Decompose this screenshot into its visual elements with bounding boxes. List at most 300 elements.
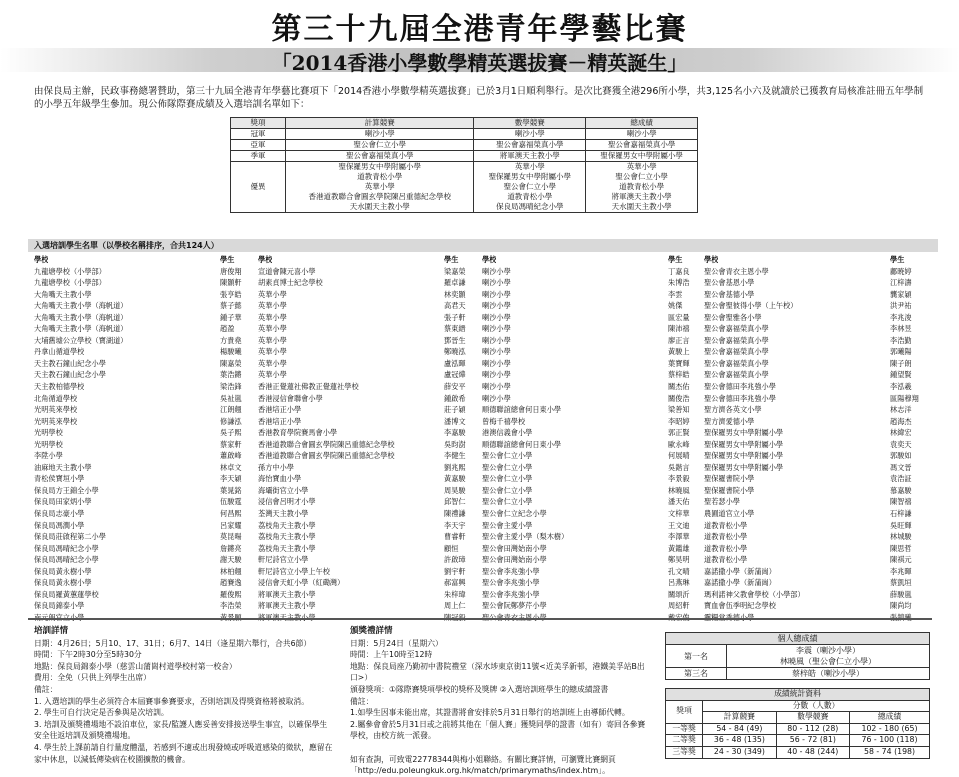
student-row [34,277,256,289]
student-row [482,566,704,578]
individual-name: 林曉風（聖公會仁立小學） [780,657,877,666]
student-name: 林城駿 [890,532,912,542]
student-school: 聖公會田灣始南小學 [482,555,547,565]
awards-header-calc: 計算競賽 [286,118,474,129]
student-column [704,254,926,624]
student-school: 海壩街官立小學 [258,485,309,495]
training-lines [34,638,334,766]
student-school: 光明英來學校 [34,405,78,415]
student-school: 保良局黃永樹小學 [34,578,92,588]
student-name: 李天穎 [220,474,242,484]
award-total-cell [586,151,698,162]
student-row [34,496,256,508]
individual-names [727,645,930,668]
student-row [258,531,480,543]
training-line: 3. 培訓及頒獎禮場地不設泊車位，家長/監護人應妥善安排接送學生事宜，以確保學生安全往返培訓及頒獎禮場地。 [34,719,328,741]
student-name: 李林昱 [890,324,912,334]
award-school: 天水圍天主教小學 [349,202,410,211]
award-math-cell [474,162,586,213]
student-row [34,427,256,439]
individual-name: 蔡梓皓（喇沙小學） [792,669,865,678]
award-school: 聖保羅男女中學附屬小學 [338,162,421,171]
student-name: 薛安平 [444,382,466,392]
student-name: 鍾子華 [220,312,242,322]
student-row [34,300,256,312]
award-total-cell [586,129,698,140]
award-name-cell: 冠軍 [231,129,286,140]
student-school: 喇沙小學 [482,358,511,368]
student-row [704,369,926,381]
stats-header-award: 獎項 [666,700,703,723]
student-row [704,496,926,508]
student-name: 慕嘉駿 [890,485,912,495]
student-name: 李健生 [444,451,466,461]
student-name: 葉晁銘 [220,485,242,495]
individual-rank: 第三名 [666,668,727,680]
student-row [258,473,480,485]
student-row [34,439,256,451]
award-school: 聖公會仁立小學 [503,182,557,191]
student-name: 曹睿軒 [444,532,466,542]
student-school: 喇沙小學 [482,278,511,288]
student-school: 保良局方王錦全小學 [34,485,99,495]
student-row [704,404,926,416]
student-col-label: 學生 [668,255,683,264]
student-row [34,335,256,347]
student-school: 聖公會李兆強小學 [482,589,540,599]
student-name: 陳子朗 [890,358,912,368]
award-school: 聖公會嘉福榮真小學 [496,140,564,149]
student-row [482,439,704,451]
student-school: 李陞小學 [34,451,63,461]
award-school: 將軍澳天主教小學 [611,192,672,201]
student-row [258,346,480,358]
student-row [34,462,256,474]
student-name: 蔡凱垣 [890,578,912,588]
student-name: 黃嘉駿 [444,474,466,484]
student-name: 朱梓瑋 [444,589,466,599]
student-school: 嘉諾撒小學（新蒲崗） [704,578,776,588]
student-row [704,416,926,428]
student-name: 莊子穎 [444,405,466,415]
student-name: 黃鑑雄 [668,543,690,553]
student-name: 何昌熙 [220,509,242,519]
stats-cell: 102 - 180 (65) [850,723,930,735]
student-row [258,508,480,520]
student-row [482,600,704,612]
student-name: 薛駿嵐 [890,589,912,599]
student-school: 聖保羅男女中學附屬小學 [704,428,784,438]
student-name: 朱博浩 [668,278,690,288]
student-name: 張子軒 [444,312,466,322]
student-row [482,358,704,370]
stats-subhead: 分數（人數） [703,700,930,712]
student-school: 聖公會基恩小學 [704,278,755,288]
student-name: 鍾啟希 [444,393,466,403]
award-calc-cell [286,129,474,140]
student-school: 香港教育學院賽馬會小學 [258,428,338,438]
student-school: 道教青松小學 [704,532,748,542]
ceremony-line: 頒發獎項：①隊際賽獎項學校的獎杯及獎牌 ②入選培訓班學生的總成績證書 [350,684,609,694]
award-total-cell [586,162,698,213]
student-row [704,531,926,543]
student-row [482,335,704,347]
student-school: 聖公會聖彼得小學（上午校） [704,301,798,311]
student-name: 羅俊熙 [220,589,242,599]
student-school: 青松侯寶垣小學 [34,474,85,484]
student-school: 光明學校 [34,428,63,438]
student-row [34,323,256,335]
awards-row [231,151,698,162]
award-school: 英華小學 [514,162,545,171]
student-row [258,300,480,312]
stats-cell: 36 - 48 (135) [703,735,776,747]
student-school: 喇沙小學 [482,266,511,276]
ceremony-line: 備註： [350,696,374,706]
training-details [34,626,334,765]
student-school: 保良局田家炳小學 [34,497,92,507]
student-name: 周上仁 [444,601,466,611]
student-row [704,600,926,612]
student-school: 聖公會嘉福榮真小學 [704,347,769,357]
student-name: 何展晴 [668,451,690,461]
student-name: 馮文晉 [890,462,912,472]
individual-row [666,645,930,668]
student-row [34,600,256,612]
student-name: 劉宇軒 [444,566,466,576]
student-school: 喇沙小學 [482,347,511,357]
student-row [34,346,256,358]
student-school: 荔枝角天主教小學 [258,543,316,553]
award-school: 喇沙小學 [364,129,395,138]
student-name: 李昭婷 [668,416,690,426]
student-name: 歐永峰 [668,439,690,449]
student-row [704,289,926,301]
student-name: 陳尚均 [890,601,912,611]
student-row [704,566,926,578]
student-row [258,543,480,555]
award-school: 聖公會仁立小學 [353,140,406,149]
student-school: 九龍塘學校（小學部） [34,278,106,288]
student-row [258,266,480,278]
student-name: 林卓文 [220,462,242,472]
student-school: 浸信會呂明才小學 [258,497,316,507]
student-row [258,404,480,416]
student-school: 香港培正小學 [258,416,302,426]
student-name: 李景毅 [668,474,690,484]
award-math-cell [474,151,586,162]
student-name: 姚傑 [668,301,683,311]
training-line: 1. 入選培訓的學生必須符合本屆賽事參賽要求，否則培訓及得獎資格將被取消。 [34,696,310,706]
student-name: 洪尹祐 [890,301,912,311]
student-school: 浸信會天虹小學（紅磡灣） [258,578,345,588]
student-row [704,427,926,439]
student-row [482,554,704,566]
student-name: 丁嘉良 [668,266,690,276]
student-school: 寶血會伍季明紀念學校 [704,601,776,611]
student-row [482,462,704,474]
student-school: 大角嘴天主教小學 [34,289,92,299]
student-name: 唐俊翔 [220,266,242,276]
student-school: 天主教石鐘山紀念小學 [34,370,106,380]
student-name: 李浩榮 [220,601,242,611]
student-name: 郝富興 [444,578,466,588]
training-title: 培訓詳情 [34,626,69,636]
award-school: 道教青松小學 [507,192,553,201]
training-list-header: 入選培訓學生名單（以學校名稱排序，合共124人） [28,239,938,252]
student-name: 李泓羲 [890,382,912,392]
student-school: 保良局錦泰小學 [34,601,85,611]
student-name: 李嘉駿 [444,428,466,438]
student-school: 聖若瑟小學 [704,497,740,507]
student-school: 聖公會嘉福榮真小學 [704,358,769,368]
student-school: 聖方濟愛德小學 [704,416,755,426]
ceremony-lines [350,638,650,777]
student-school: 軒尼詩官立小學上午校 [258,566,330,576]
ceremony-line: 「http://edu.poleungkuk.org.hk/match/primarymaths/index.htm」。 [350,766,610,776]
student-school: 道教青松小學 [704,543,748,553]
student-school: 光明英來學校 [34,416,78,426]
student-school: 宣道會陳元喜小學 [258,266,316,276]
student-name: 李雲 [668,289,683,299]
student-row [482,531,704,543]
student-name: 江梓濤 [890,278,912,288]
student-school: 大埔舊墟公立學校（寶湖道） [34,335,128,345]
student-name: 李浩勤 [890,335,912,345]
student-school: 喇沙小學 [482,370,511,380]
student-name: 蔡子懿 [220,301,242,311]
student-school: 嘉諾撒小學（新蒲崗） [704,566,776,576]
stats-row [666,735,930,747]
award-school: 聖公會仁立小學 [615,172,668,181]
student-name: 郭駿如 [890,451,912,461]
student-school: 聖公會主愛小學 [482,520,533,530]
student-school: 聖公會嘉福榮真小學 [704,370,769,380]
student-row [34,369,256,381]
student-row [482,485,704,497]
stats-cell: 三等獎 [666,746,703,758]
awards-header-total: 總成績 [586,118,698,129]
student-name: 謝天駿 [220,555,242,565]
student-row [482,473,704,485]
intro-paragraph: 由保良局主辦，民政事務總署贊助，第三十九屆全港青年學藝比賽項下「2014香港小學數學精英選拔賽」已於3月1日順利舉行。是次比賽獲全港296所小學，共3,125名小六及就讀於已獲教育局核准註冊五年學制的小學五年級學生參加。現公佈隊際賽成績及入選培訓名單如下： [34,86,924,110]
student-name: 陳智禧 [890,497,912,507]
student-school: 聖公會仁立小學 [482,462,533,472]
student-row [34,520,256,532]
award-school: 聖公會嘉福榮真小學 [607,140,676,149]
student-row [482,427,704,439]
student-name: 趙賽逸 [220,578,242,588]
student-name: 區宏量 [668,312,690,322]
student-row [704,358,926,370]
stats-cell: 76 - 100 (118) [850,735,930,747]
student-name: 蔡東縉 [444,324,466,334]
student-row [34,531,256,543]
student-row [34,554,256,566]
award-calc-cell [286,162,474,213]
student-school: 保良局莊啟程第二小學 [34,532,106,542]
student-name: 李澤華 [668,532,690,542]
student-row [34,393,256,405]
student-name: 龔家穎 [890,289,912,299]
student-school: 天主教石鐘山紀念小學 [34,358,106,368]
ceremony-line: 1.如學生因事未能出席，其證書將會安排於5月31日舉行的培訓班上由導師代轉。 [350,708,630,718]
student-name: 陳沛禧 [668,324,690,334]
student-row [704,323,926,335]
award-school: 聖保羅男女中學附屬小學 [488,172,572,181]
award-school: 喇沙小學 [626,129,657,138]
student-name: 蔡家軒 [220,439,242,449]
student-school: 荔枝角天主教小學 [258,520,316,530]
student-school: 英華小學 [258,370,287,380]
student-name: 周紹軒 [668,601,690,611]
award-name-cell: 優異 [231,162,286,213]
award-school: 英華小學 [364,182,395,191]
school-col-label: 學校 [704,255,719,264]
student-school: 聖公會青衣主恩小學 [704,266,769,276]
student-school: 聖公會仁立小學 [482,474,533,484]
awards-row [231,162,698,213]
student-name: 趙海杰 [890,416,912,426]
stats-title: 成績統計資料 [666,689,930,701]
student-name: 吳祉嵐 [220,393,242,403]
student-school: 喇沙小學 [482,382,511,392]
stats-row [666,746,930,758]
student-row [258,589,480,601]
student-school: 喇沙小學 [482,289,511,299]
ceremony-line: 2.屬參會會於5月31日或之前將其他在「個人賽」獲獎同學的證書（如有）寄回各參賽學校，由校方統一派發。 [350,719,646,741]
student-name: 林志洋 [890,405,912,415]
student-row [704,300,926,312]
student-row [34,358,256,370]
student-name: 孔文晴 [668,566,690,576]
student-school: 保良局馮晴紀念小學 [34,555,99,565]
student-school: 聖公會仁立紀念小學 [482,509,547,519]
student-row [258,577,480,589]
student-school: 聖公會仁立小學 [482,485,533,495]
student-school: 英華小學 [258,324,287,334]
individual-names [727,668,930,680]
student-row [482,543,704,555]
student-school: 英華小學 [258,358,287,368]
student-name: 郭曦陽 [890,347,912,357]
student-row [482,369,704,381]
student-name: 林緯宏 [890,428,912,438]
student-row [258,554,480,566]
student-row [704,508,926,520]
student-row [34,589,256,601]
student-school: 港澳信義會小學 [482,428,533,438]
student-name: 文梓華 [668,509,690,519]
student-school: 光明學校 [34,439,63,449]
student-school: 聖保羅男女中學附屬小學 [704,451,784,461]
student-row [258,496,480,508]
student-name: 楊駿曦 [220,347,242,357]
ceremony-line: 日期：5月24日（星期六） [350,638,443,648]
student-row [34,473,256,485]
student-row [704,577,926,589]
stats-row [666,723,930,735]
student-school: 保良局黃永樹小學 [34,566,92,576]
student-school: 聖保羅男女中學附屬小學 [704,462,784,472]
student-school: 英華小學 [258,289,287,299]
student-column-header [34,254,256,266]
student-school: 香港培正小學 [258,405,302,415]
student-row [704,520,926,532]
awards-header-award: 獎項 [231,118,286,129]
student-row [704,543,926,555]
student-name: 方貴堯 [220,335,242,345]
student-name: 吳昀澍 [444,439,466,449]
stats-cell: 40 - 48 (244) [776,746,849,758]
individual-body [666,645,930,680]
student-row [258,393,480,405]
student-row [704,312,926,324]
student-school: 保良局馮潤小學 [34,520,85,530]
student-school: 英華小學 [258,347,287,357]
training-line: 費用：全免（只供上列學生出席） [34,673,151,683]
student-row [34,485,256,497]
student-name: 李兆暉 [890,566,912,576]
award-school: 將軍澳天主教小學 [499,151,560,160]
stats-header-calc: 計算競賽 [703,712,776,724]
student-name: 江朗翹 [220,405,242,415]
student-name: 林柏翹 [220,566,242,576]
student-school: 聖公會德田李兆強小學 [704,382,776,392]
award-calc-cell [286,151,474,162]
team-awards-table [230,117,698,213]
student-row [482,381,704,393]
student-name: 鍾望賢 [890,370,912,380]
student-row [34,289,256,301]
student-name: 陳顥軒 [220,278,242,288]
award-calc-cell [286,140,474,151]
training-line: 時間：下午2時30分至5時30分 [34,650,142,660]
awards-header-math: 數學競賽 [474,118,586,129]
stats-cell: 二等獎 [666,735,703,747]
student-name: 高君天 [444,301,466,311]
student-name: 鄧晉生 [444,335,466,345]
ceremony-line: 地點：保良局座乃勤初中書院禮堂（深水埗東京街11號<近美孚新邨，港鐵美孚站B出口>） [350,661,645,683]
student-name: 羅卓謙 [444,278,466,288]
award-school: 喇沙小學 [514,129,545,138]
award-math-cell [474,129,586,140]
student-school: 喇沙小學 [482,324,511,334]
section-divider [28,618,932,620]
student-school: 喇沙小學 [482,301,511,311]
student-name: 廖正言 [668,335,690,345]
ceremony-details [350,626,650,777]
student-row [258,381,480,393]
training-line: 4. 學生於上課前請自行量度體溫，若感到不適或出現發燒或呼吸道感染的徵狀，應留在家中休息，以減低傳染病在校園擴散的機會。 [34,742,333,764]
awards-body [231,129,698,213]
student-row [482,496,704,508]
student-name: 劉兆熙 [444,462,466,472]
student-school: 香港道教聯合會圓玄學院陳呂重德紀念學校 [258,451,395,461]
student-school: 英華小學 [258,335,287,345]
student-row [704,554,926,566]
student-school: 保良局羅黃蕙蓮學校 [34,589,99,599]
training-line: 地點：保良局錦泰小學（慈雲山蒲崗村道學校村第一校舍） [34,661,237,671]
training-student-list [34,254,924,610]
student-name: 盧泓暉 [444,358,466,368]
student-column [34,254,256,624]
student-col-label: 學生 [444,255,459,264]
student-name: 李天宇 [444,520,466,530]
student-row [482,289,704,301]
student-school: 大角嘴天主教小學（海帆道） [34,324,128,334]
student-school: 聖公會李兆強小學 [482,578,540,588]
